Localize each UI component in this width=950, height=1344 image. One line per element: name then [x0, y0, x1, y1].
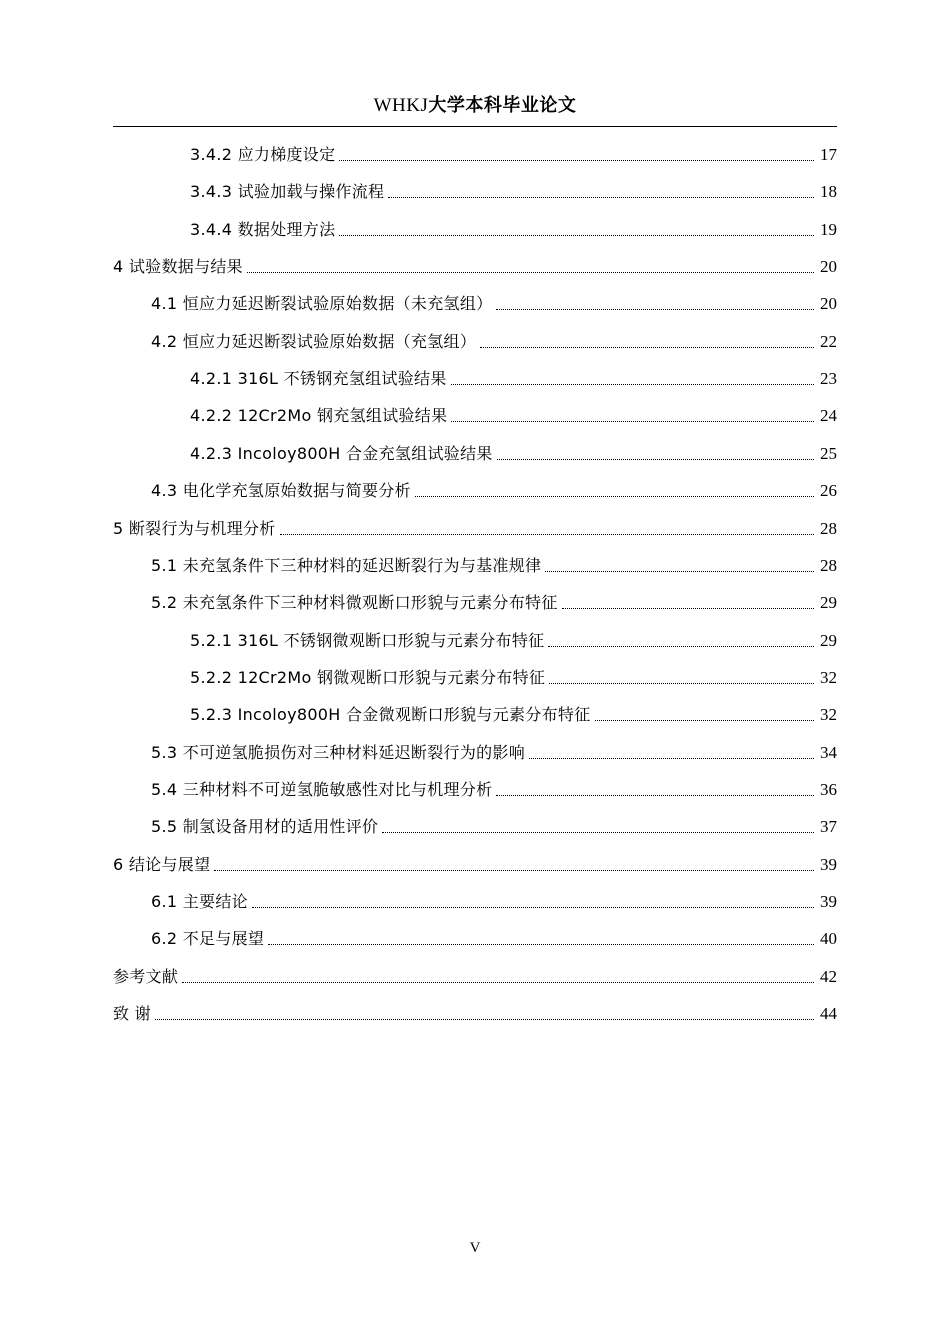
- toc-dot-leader: [497, 459, 814, 460]
- toc-entry-title: 3.4.4 数据处理方法: [190, 220, 336, 239]
- toc-entry-page: 20: [820, 294, 837, 313]
- toc-dot-leader: [549, 683, 814, 684]
- toc-entry-page: 29: [820, 593, 837, 612]
- toc-entry-page: 18: [820, 182, 837, 201]
- toc-entry-page: 23: [820, 369, 837, 388]
- toc-entry-title: 4.2.2 12Cr2Mo 钢充氢组试验结果: [190, 406, 448, 425]
- toc-entry-page: 37: [820, 817, 837, 836]
- toc-dot-leader: [496, 309, 814, 310]
- toc-entry-title: 6.2 不足与展望: [151, 929, 265, 948]
- toc-entry-page: 42: [820, 967, 837, 986]
- toc-entry[interactable]: [113, 517, 837, 541]
- toc-entry[interactable]: [190, 666, 837, 690]
- toc-entry[interactable]: [151, 741, 837, 765]
- toc-entry-page: 29: [820, 631, 837, 650]
- toc-dot-leader: [562, 608, 814, 609]
- toc-entry-title: 5.2.2 12Cr2Mo 钢微观断口形貌与元素分布特征: [190, 668, 546, 687]
- page-number: V: [469, 1240, 481, 1256]
- toc-entry-title: 5.5 制氢设备用材的适用性评价: [151, 817, 379, 836]
- toc-entry-page: 39: [820, 855, 837, 874]
- toc-entry-page: 32: [820, 705, 837, 724]
- toc-entry[interactable]: [151, 927, 837, 951]
- toc-entry[interactable]: [151, 479, 837, 503]
- toc-entry-title: 致 谢: [113, 1004, 151, 1023]
- toc-entry[interactable]: [190, 367, 837, 391]
- toc-entry-page: 20: [820, 257, 837, 276]
- toc-entry[interactable]: [113, 255, 837, 279]
- toc-entry[interactable]: [151, 591, 837, 615]
- toc-dot-leader: [548, 646, 814, 647]
- toc-entry-page: 44: [820, 1004, 837, 1023]
- header-title-cjk: 大学本科毕业论文: [428, 95, 577, 116]
- toc-entry-title: 4.1 恒应力延迟断裂试验原始数据（未充氢组）: [151, 294, 493, 313]
- toc-entry-page: 17: [820, 145, 837, 164]
- toc-entry[interactable]: [190, 143, 837, 167]
- toc-entry[interactable]: [151, 554, 837, 578]
- toc-entry[interactable]: [190, 442, 837, 466]
- toc-entry-page: 25: [820, 444, 837, 463]
- toc-entry-title: 3.4.2 应力梯度设定: [190, 145, 336, 164]
- toc-entry-page: 19: [820, 220, 837, 239]
- toc-entry[interactable]: [190, 404, 837, 428]
- toc-entry[interactable]: [113, 853, 837, 877]
- toc-entry-title: 参考文献: [113, 967, 179, 986]
- toc-entry[interactable]: [151, 330, 837, 354]
- toc-dot-leader: [415, 496, 814, 497]
- toc-dot-leader: [214, 870, 814, 871]
- toc-entry-page: 28: [820, 556, 837, 575]
- toc-entry-title: 4.2.1 316L 不锈钢充氢组试验结果: [190, 369, 447, 388]
- toc-dot-leader: [339, 235, 814, 236]
- toc-entry-page: 22: [820, 332, 837, 351]
- toc-entry-title: 5.2.3 Incoloy800H 合金微观断口形貌与元素分布特征: [190, 705, 591, 724]
- toc-entry[interactable]: [190, 703, 837, 727]
- toc-entry-title: 5.4 三种材料不可逆氢脆敏感性对比与机理分析: [151, 780, 493, 799]
- toc-dot-leader: [545, 571, 814, 572]
- toc-entry-page: 40: [820, 929, 837, 948]
- toc-dot-leader: [247, 272, 814, 273]
- toc-entry-title: 5 断裂行为与机理分析: [113, 519, 276, 538]
- toc-entry-page: 24: [820, 406, 837, 425]
- toc-dot-leader: [451, 421, 814, 422]
- toc-dot-leader: [382, 832, 814, 833]
- toc-entry[interactable]: [190, 180, 837, 204]
- header-title-latin: WHKJ: [373, 95, 429, 116]
- running-header: [0, 94, 950, 118]
- toc-entry[interactable]: [151, 292, 837, 316]
- toc-entry-title: 5.2 未充氢条件下三种材料微观断口形貌与元素分布特征: [151, 593, 558, 612]
- toc-dot-leader: [388, 197, 814, 198]
- toc-dot-leader: [529, 758, 814, 759]
- toc-entry-page: 28: [820, 519, 837, 538]
- toc-entry-page: 36: [820, 780, 837, 799]
- toc-entry[interactable]: [190, 218, 837, 242]
- toc-dot-leader: [268, 944, 814, 945]
- toc-dot-leader: [339, 160, 814, 161]
- toc-entry[interactable]: [151, 815, 837, 839]
- toc-entry-title: 5.3 不可逆氢脆损伤对三种材料延迟断裂行为的影响: [151, 743, 526, 762]
- toc-dot-leader: [496, 795, 814, 796]
- toc-entry-title: 5.1 未充氢条件下三种材料的延迟断裂行为与基准规律: [151, 556, 542, 575]
- toc-dot-leader: [480, 347, 814, 348]
- toc-entry-title: 4.3 电化学充氢原始数据与简要分析: [151, 481, 411, 500]
- toc-entry[interactable]: [113, 1002, 837, 1026]
- toc-entry-title: 4.2.3 Incoloy800H 合金充氢组试验结果: [190, 444, 493, 463]
- toc-dot-leader: [451, 384, 814, 385]
- toc-dot-leader: [155, 1019, 814, 1020]
- toc-entry-page: 32: [820, 668, 837, 687]
- toc-entry[interactable]: [151, 778, 837, 802]
- toc-entry[interactable]: [190, 629, 837, 653]
- toc-dot-leader: [182, 982, 814, 983]
- toc-entry[interactable]: [113, 965, 837, 989]
- toc-entry-page: 39: [820, 892, 837, 911]
- toc-entry-page: 34: [820, 743, 837, 762]
- toc-dot-leader: [280, 534, 814, 535]
- toc-entry[interactable]: [151, 890, 837, 914]
- header-rule: [113, 126, 837, 127]
- toc-dot-leader: [595, 720, 814, 721]
- toc-entry-page: 26: [820, 481, 837, 500]
- toc-entry-title: 4 试验数据与结果: [113, 257, 243, 276]
- toc-entry-title: 4.2 恒应力延迟断裂试验原始数据（充氢组）: [151, 332, 477, 351]
- toc-entry-title: 5.2.1 316L 不锈钢微观断口形貌与元素分布特征: [190, 631, 545, 650]
- toc-entry-title: 6 结论与展望: [113, 855, 211, 874]
- toc-entry-title: 3.4.3 试验加载与操作流程: [190, 182, 385, 201]
- toc-dot-leader: [252, 907, 814, 908]
- toc-entry-title: 6.1 主要结论: [151, 892, 248, 911]
